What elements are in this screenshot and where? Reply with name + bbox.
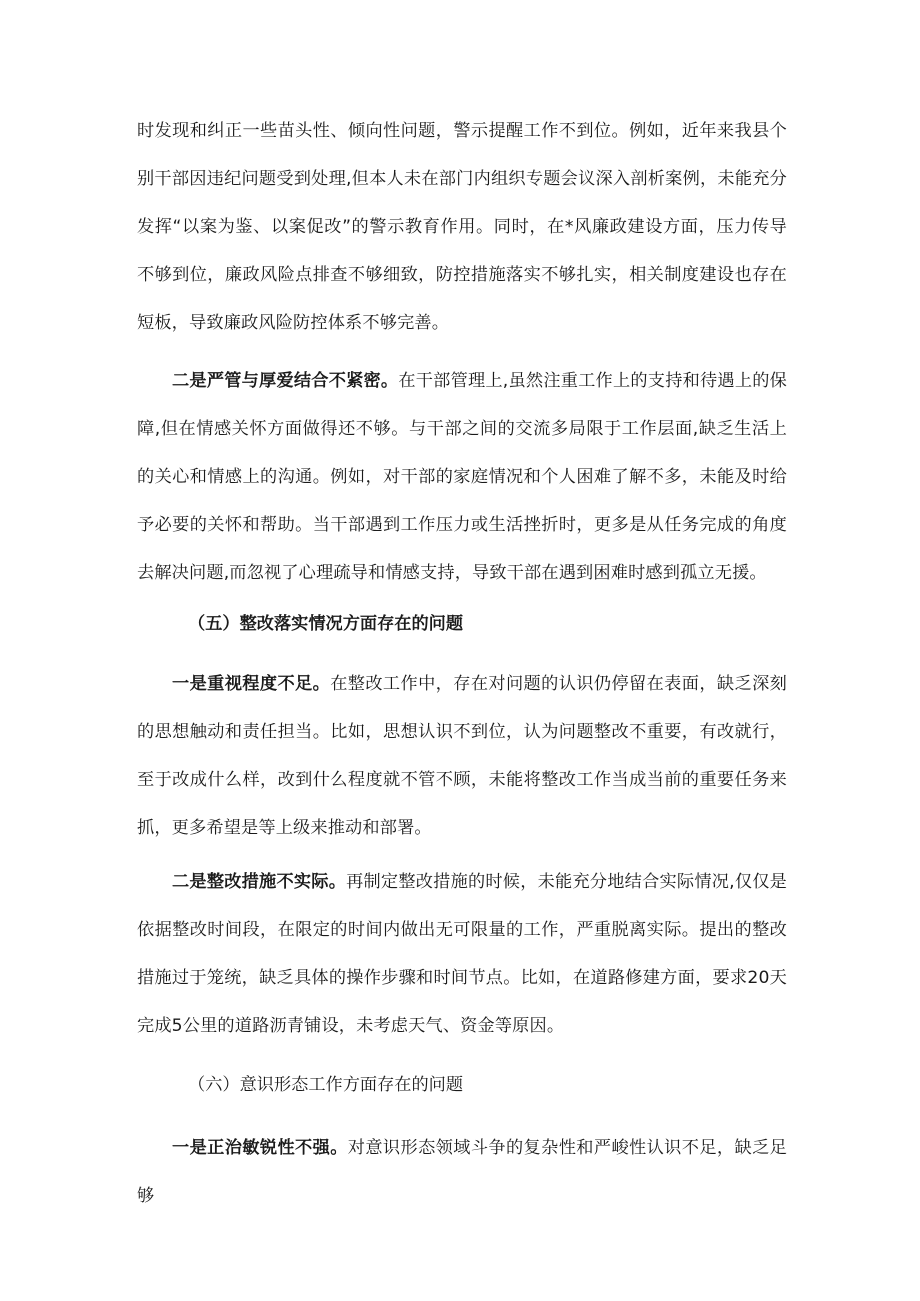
paragraph-body: 在整改工作中，存在对问题的认识仍停留在表面，缺乏深刻的思想触动和责任担当。比如，思想认识不到位，认为问题整改不重要，有改就行，至于改成什么样，改到什么程度就不管不顾，未能将整改工作当成当前的重要任务来抓，更多希望是等上级来推动和部署。 — [137, 674, 787, 838]
paragraph-lead: 一是正治敏锐性不强。 — [172, 1138, 348, 1158]
section-heading-6: （六）意识形态工作方面存在的问题 — [188, 1075, 464, 1095]
paragraph-body: 对意识形态领域斗争的复杂性和严峻性认识不足，缺乏足够 — [137, 1138, 787, 1206]
paragraph-body: 在干部管理上,虽然注重工作上的支持和待遇上的保障,但在情感关怀方面做得还不够。与干部之间的交流多局限于工作层面,缺乏生活上的关心和情感上的沟通。例如，对干部的家庭情况和个人困难了解不多，未能及时给予必要的关怀和帮助。当干部遇到工作压力或生活挫折时，更多是从任务完成的角度去解决问题,而忽视了心理疏导和情感支持，导致干部在遇到困难时感到孤立无援。 — [137, 371, 787, 583]
paragraph-strict-management — [137, 357, 787, 597]
paragraph-impractical-measures — [137, 858, 787, 1050]
paragraph-body: 再制定整改措施的时候，未能充分地结合实际情况,仅仅是依据整改时间段，在限定的时间内做出无可限量的工作，严重脱离实际。提出的整改措施过于笼统，缺乏具体的操作步骤和时间节点。比如，在道路修建方面，要求20天完成5公里的道路沥青铺设，未考虑天气、资金等原因。 — [137, 872, 787, 1036]
paragraph-lead: 一是重视程度不足。 — [172, 674, 331, 694]
paragraph-continuation: 时发现和纠正一些苗头性、倾向性问题，警示提醒工作不到位。例如，近年来我县个别干部因违纪问题受到处理,但本人未在部门内组织专题会议深入剖析案例，未能充分发挥“以案为鉴、以案促改”的警示教育作用。同时，在*风廉政建设方面，压力传导不够到位，廉政风险点排查不够细致，防控措施落实不够扎实，相关制度建设也存在短板，导致廉政风险防控体系不够完善。 — [137, 121, 787, 333]
paragraph-lead: 二是严管与厚爱结合不紧密。 — [172, 371, 399, 391]
paragraph-political-sensitivity — [137, 1124, 787, 1220]
paragraph-lead: 二是整改措施不实际。 — [172, 872, 347, 892]
paragraph-insufficient-attention — [137, 660, 787, 852]
section-heading-5: （五）整改落实情况方面存在的问题 — [188, 614, 464, 634]
